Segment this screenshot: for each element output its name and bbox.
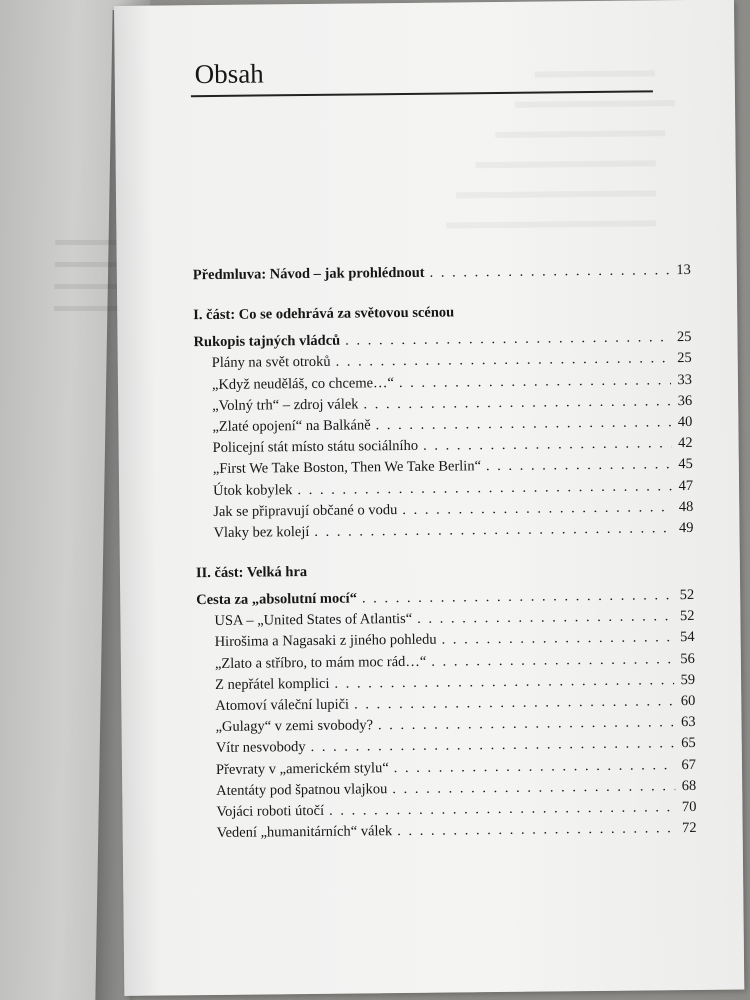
dot-leader bbox=[354, 693, 674, 713]
toc-entry-title: „Volný trh“ – zdroj válek bbox=[212, 396, 359, 414]
dot-leader bbox=[423, 435, 672, 455]
toc-entry-title: Předmluva: Návod – jak prohlédnout bbox=[192, 264, 425, 284]
dot-leader bbox=[334, 672, 674, 693]
toc-entry bbox=[199, 820, 697, 846]
dot-leader bbox=[378, 714, 675, 734]
dot-leader bbox=[329, 799, 675, 820]
toc-entry-title: Útok kobylek bbox=[212, 481, 293, 499]
page-title: Obsah bbox=[191, 54, 653, 97]
part-heading: I. část: Co se odehrává za světovou scénou bbox=[193, 304, 455, 324]
toc-entry-title: Plány na svět otroků bbox=[211, 354, 331, 372]
dot-leader bbox=[431, 651, 674, 671]
dot-leader bbox=[363, 393, 671, 413]
toc-page-number: 59 bbox=[680, 671, 696, 688]
toc-page-number: 67 bbox=[681, 756, 697, 773]
toc-page-number: 45 bbox=[678, 456, 693, 473]
toc-page-number: 40 bbox=[677, 413, 693, 431]
table-of-contents bbox=[191, 53, 750, 846]
toc-entry-title: „First We Take Boston, Then We Take Berlin“ bbox=[212, 458, 482, 478]
toc-entry-title: Vlaky bez kolejí bbox=[213, 523, 310, 541]
toc-entry-title: „Zlaté opojení“ na Balkáně bbox=[212, 417, 371, 435]
toc-entry-title: Vojáci roboti útočí bbox=[216, 802, 325, 820]
toc-entry-title: „Zlato a stříbro, to mám moc rád…“ bbox=[214, 653, 427, 672]
toc-entries-part-2 bbox=[196, 608, 750, 847]
dot-leader bbox=[311, 736, 675, 757]
toc-page-number: 48 bbox=[678, 498, 694, 515]
toc-page-number: 63 bbox=[680, 714, 696, 731]
dot-leader bbox=[376, 414, 672, 434]
dot-leader bbox=[392, 778, 675, 798]
toc-page-number: 60 bbox=[680, 692, 696, 710]
toc-entry-title: Atomoví váleční lupiči bbox=[215, 696, 350, 714]
toc-page-number: 49 bbox=[678, 519, 694, 536]
toc-page-number: 42 bbox=[678, 435, 693, 452]
toc-entry-title: Cesta za „absolutní mocí“ bbox=[196, 590, 358, 609]
book-page bbox=[114, 0, 744, 996]
toc-entry-title: Atentáty pod špatnou vlajkou bbox=[216, 780, 388, 799]
toc-entry-title: Policejní stát místo státu sociálního bbox=[212, 437, 419, 457]
toc-page-number: 65 bbox=[681, 735, 696, 752]
toc-page-number: 33 bbox=[677, 371, 693, 388]
toc-entry-title: „Gulagy“ v zemi svobody? bbox=[215, 717, 374, 736]
dot-leader bbox=[399, 372, 671, 392]
toc-page-number: 52 bbox=[679, 587, 695, 604]
toc-entry-title: „Když neuděláš, co chceme…“ bbox=[211, 374, 395, 393]
dot-leader bbox=[362, 587, 673, 607]
toc-entry-title: Jak se připravují občané o vodu bbox=[213, 501, 398, 520]
dot-leader bbox=[486, 456, 672, 475]
toc-page-number: 25 bbox=[677, 350, 692, 367]
toc-page-number: 68 bbox=[681, 777, 697, 794]
toc-page-number: 13 bbox=[676, 261, 691, 279]
toc-entry-title: USA – „United States of Atlantis“ bbox=[214, 611, 413, 630]
toc-page-number: 47 bbox=[678, 477, 694, 494]
toc-entry-title: Vedení „humanitárních“ válek bbox=[216, 823, 393, 842]
toc-entry-title: Rukopis tajných vládců bbox=[193, 332, 341, 351]
toc-page-number: 54 bbox=[680, 629, 695, 646]
dot-leader bbox=[297, 478, 672, 499]
dot-leader bbox=[345, 329, 671, 349]
toc-page-number: 70 bbox=[681, 798, 697, 816]
toc-page-number: 52 bbox=[679, 608, 695, 625]
dot-leader bbox=[441, 630, 673, 649]
dot-leader bbox=[402, 499, 672, 519]
toc-page-number: 36 bbox=[677, 392, 693, 409]
dot-leader bbox=[429, 262, 669, 282]
dot-leader bbox=[397, 820, 676, 840]
toc-entries-part-1 bbox=[194, 350, 750, 547]
dot-leader bbox=[417, 608, 673, 628]
dot-leader bbox=[335, 351, 670, 372]
toc-entry-title: Hirošima a Nagasaki z jiného pohledu bbox=[214, 632, 437, 651]
dot-leader bbox=[314, 520, 672, 541]
toc-entry-title: Převraty v „americkém stylu“ bbox=[215, 759, 389, 778]
dot-leader bbox=[394, 757, 675, 777]
part-heading: II. část: Velká hra bbox=[195, 564, 308, 582]
toc-page-number: 72 bbox=[682, 820, 697, 837]
toc-page-number: 56 bbox=[680, 650, 695, 667]
toc-page-number: 25 bbox=[676, 329, 692, 346]
toc-entry-title: Z nepřátel komplici bbox=[215, 675, 330, 693]
toc-entry-title: Vítr nesvobody bbox=[215, 739, 306, 757]
